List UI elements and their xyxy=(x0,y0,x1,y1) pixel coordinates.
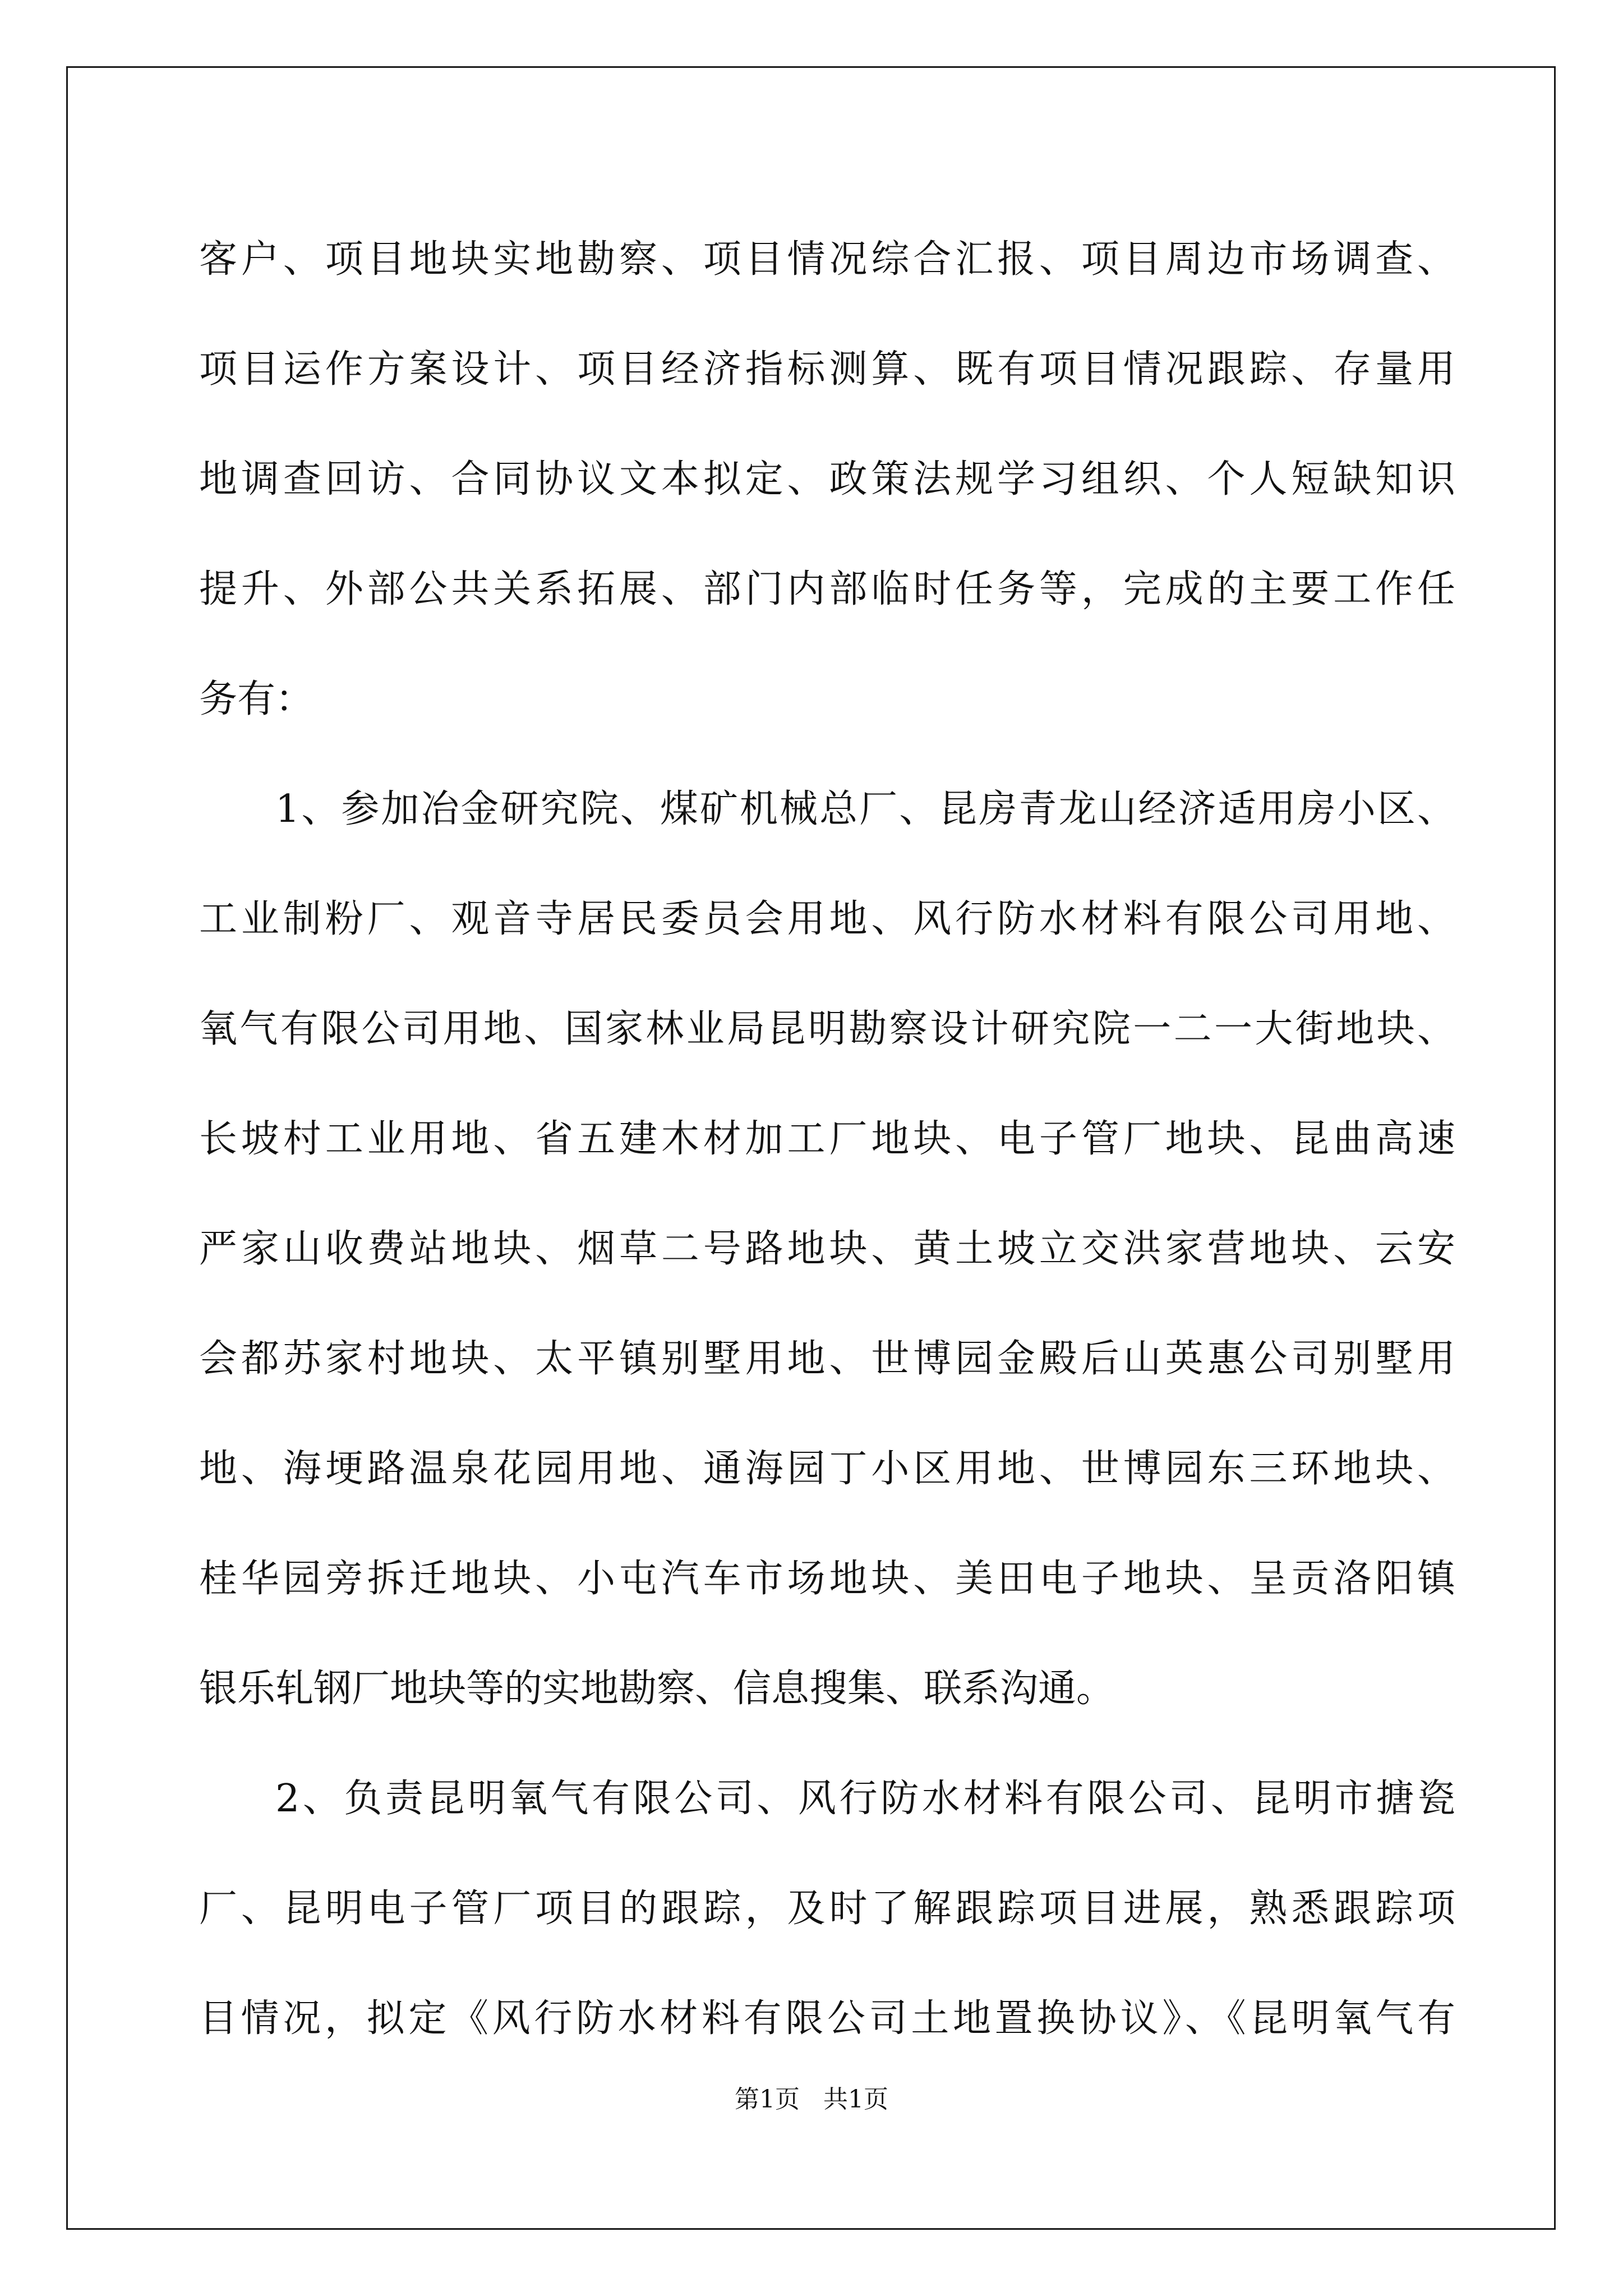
paragraph-2-start: 2、负责昆明氧气有限公司、风行防水材料有限公司、昆明市搪瓷 xyxy=(275,1777,1455,1821)
text-line: 地、海埂路温泉花园用地、通海园丁小区用地、世博园东三环地块、 xyxy=(199,1447,1455,1491)
text-line: 地调查回访、合同协议文本拟定、政策法规学习组织、个人短缺知识 xyxy=(199,457,1455,501)
text-line: 项目运作方案设计、项目经济指标测算、既有项目情况跟踪、存量用 xyxy=(199,347,1455,392)
text-line: 长坡村工业用地、省五建木材加工厂地块、电子管厂地块、昆曲高速 xyxy=(199,1117,1455,1161)
text-line: 提升、外部公共关系拓展、部门内部临时任务等，完成的主要工作任 xyxy=(199,567,1455,611)
text-line: 氧气有限公司用地、国家林业局昆明勘察设计研究院一二一大街地块、 xyxy=(199,1007,1455,1051)
text-line: 工业制粉厂、观音寺居民委员会用地、风行防水材料有限公司用地、 xyxy=(199,897,1455,941)
text-line: 严家山收费站地块、烟草二号路地块、黄土坡立交洪家营地块、云安 xyxy=(199,1227,1455,1271)
document-body xyxy=(199,205,1455,2074)
paragraph-1-start: 1、参加冶金研究院、煤矿机械总厂、昆房青龙山经济适用房小区、 xyxy=(275,787,1455,831)
text-line: 银乐轧钢厂地块等的实地勘察、信息搜集、联系沟通。 xyxy=(199,1667,1115,1711)
text-line: 目情况，拟定《风行防水材料有限公司土地置换协议》、《昆明氧气有 xyxy=(199,1996,1455,2041)
text-line: 客户、项目地块实地勘察、项目情况综合汇报、项目周边市场调查、 xyxy=(199,237,1455,282)
text-line: 会都苏家村地块、太平镇别墅用地、世博园金殿后山英惠公司别墅用 xyxy=(199,1337,1455,1381)
page-number-footer: 第1页 共1页 xyxy=(735,2085,888,2114)
text-line: 务有： xyxy=(199,677,314,721)
text-line: 桂华园旁拆迁地块、小屯汽车市场地块、美田电子地块、呈贡洛阳镇 xyxy=(199,1557,1455,1601)
text-line: 厂、昆明电子管厂项目的跟踪，及时了解跟踪项目进展，熟悉跟踪项 xyxy=(199,1887,1455,1931)
